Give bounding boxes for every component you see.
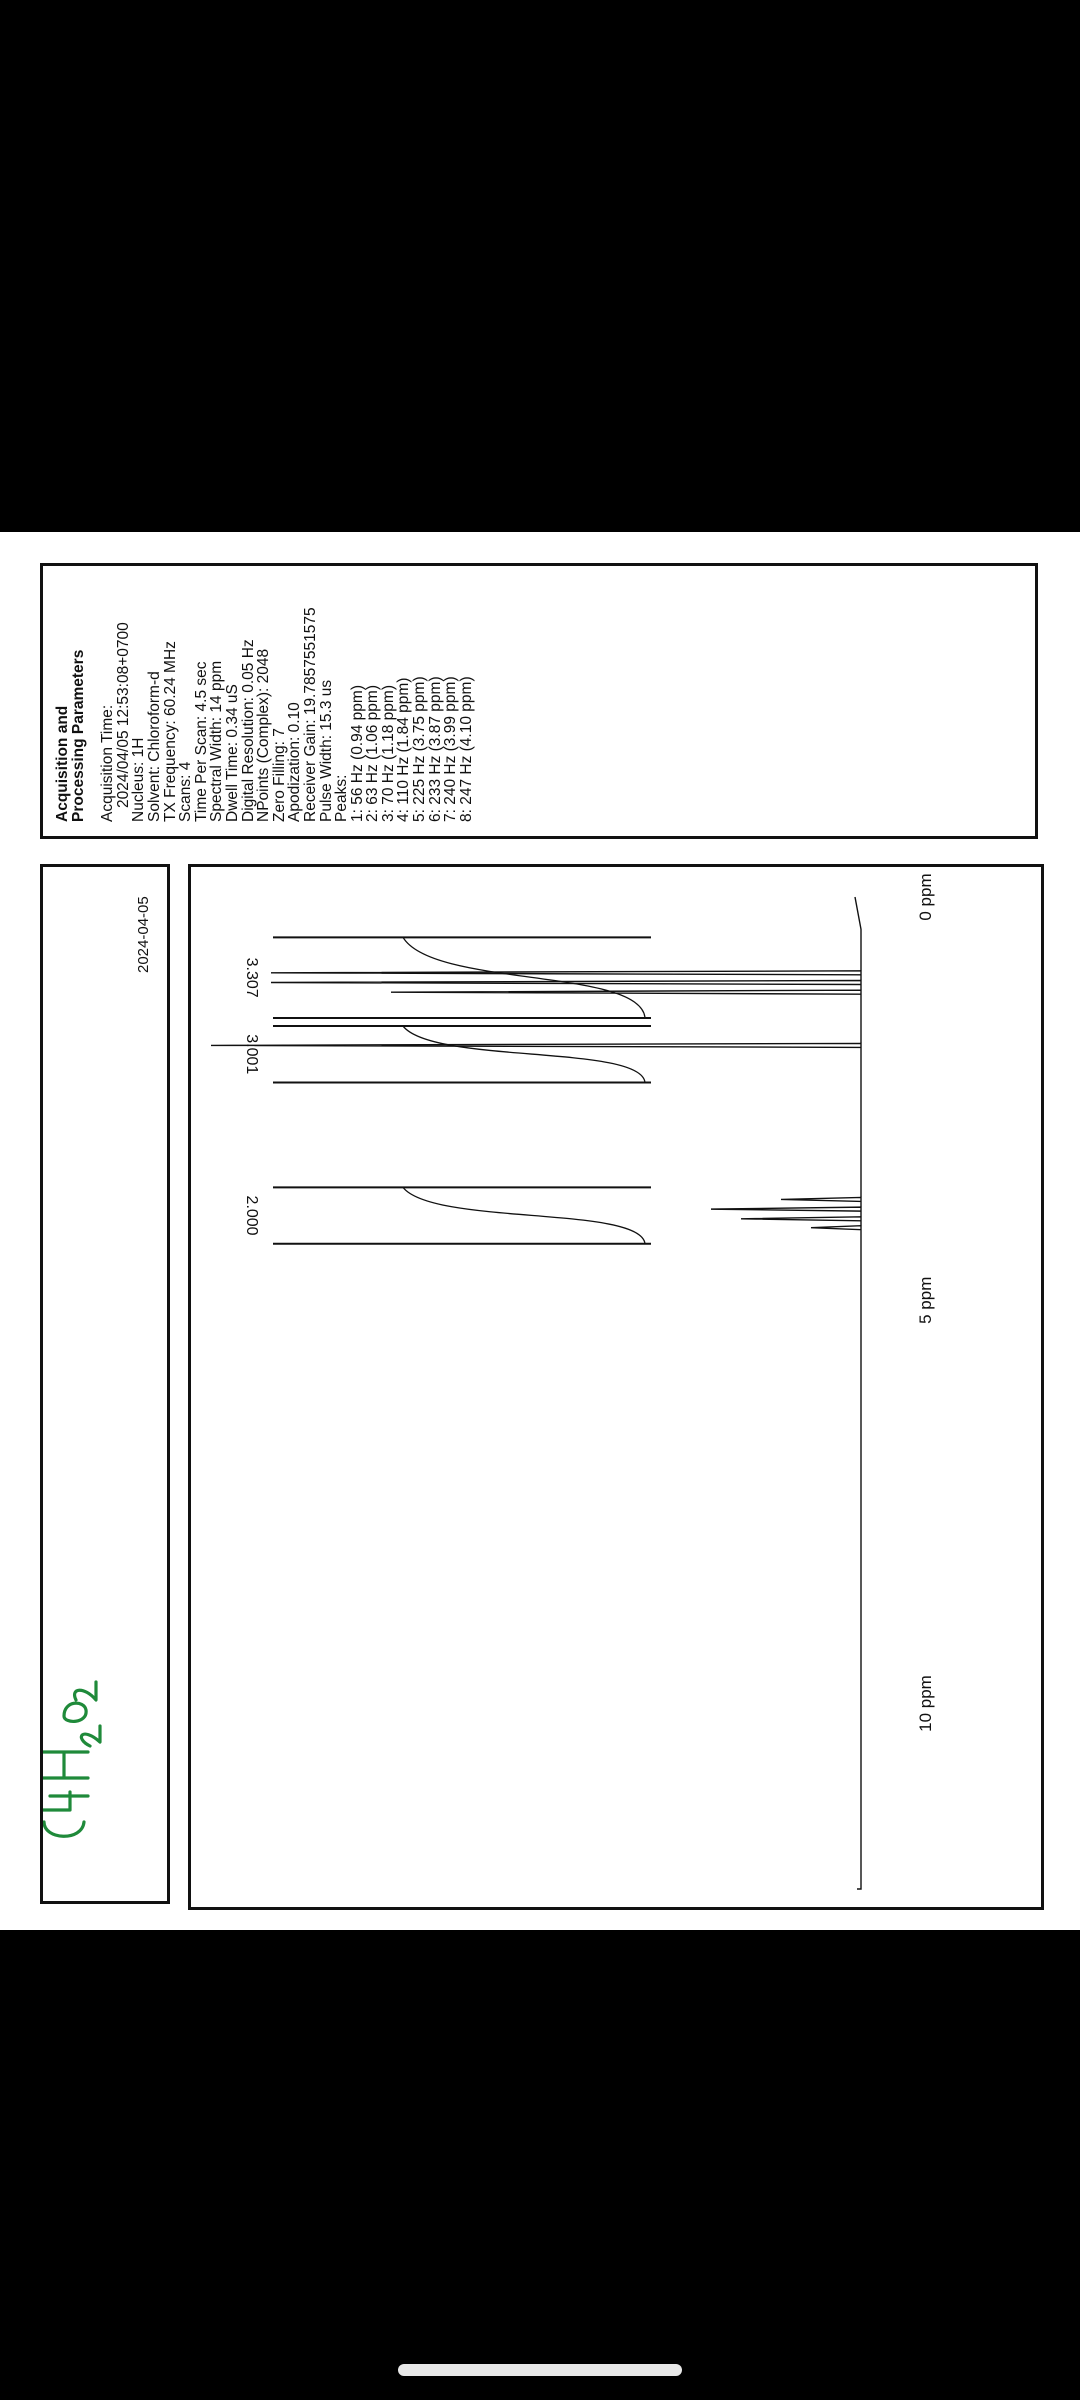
npoints: NPoints (Complex): 2048 bbox=[255, 648, 273, 822]
peaks-label: Peaks: bbox=[333, 774, 351, 822]
x-tick-label: 10 ppm bbox=[916, 1675, 935, 1732]
integral-bracket bbox=[273, 1187, 651, 1243]
nmr-spectrum-chart bbox=[191, 867, 1041, 1907]
date-stamp: 2024-04-05 bbox=[135, 896, 152, 973]
gesture-navigation-bar[interactable] bbox=[398, 2364, 682, 2376]
scans: Scans: 4 bbox=[177, 761, 195, 822]
peak-item: 1: 56 Hz (0.94 ppm) bbox=[348, 685, 366, 822]
peak-item: 8: 247 Hz (4.10 ppm) bbox=[457, 676, 475, 822]
dwell-time: Dwell Time: 0.34 uS bbox=[223, 684, 241, 822]
integral-label: 3.001 bbox=[243, 1034, 260, 1075]
params-heading-2: Processing Parameters bbox=[69, 649, 87, 822]
title-box bbox=[40, 864, 170, 1904]
integral-label: 2.000 bbox=[243, 1195, 260, 1236]
rotated-printout bbox=[0, 532, 1080, 1930]
integral-bracket bbox=[273, 937, 651, 1018]
x-tick-label: 0 ppm bbox=[916, 873, 935, 921]
spectrum-trace bbox=[211, 897, 861, 1889]
peak-item: 2: 63 Hz (1.06 ppm) bbox=[364, 685, 382, 822]
nucleus: Nucleus: 1H bbox=[130, 737, 148, 822]
params-heading-1: Acquisition and bbox=[54, 705, 71, 822]
receiver-gain: Receiver Gain: 19.7857551575 bbox=[301, 607, 319, 822]
peak-item: 6: 233 Hz (3.87 ppm) bbox=[426, 676, 444, 822]
apodization: Apodization: 0.10 bbox=[286, 702, 304, 822]
parameters-box bbox=[40, 563, 1038, 839]
zero-filling: Zero Filling: 7 bbox=[270, 728, 288, 822]
integral-curve bbox=[403, 1187, 645, 1243]
tx-frequency: TX Frequency: 60.24 MHz bbox=[161, 641, 179, 822]
time-per-scan: Time Per Scan: 4.5 sec bbox=[192, 661, 210, 822]
spectral-width: Spectral Width: 14 ppm bbox=[208, 660, 226, 822]
parameters-text bbox=[55, 607, 474, 822]
spectrum-box bbox=[188, 864, 1044, 1910]
acq-time-label: Acquisition Time: bbox=[99, 704, 117, 822]
spectrum-photo bbox=[0, 532, 1080, 1930]
integral-bracket bbox=[273, 1026, 651, 1082]
solvent: Solvent: Chloroform-d bbox=[145, 671, 163, 822]
acq-time-value: 2024/04/05 12:53:08+0700 bbox=[114, 622, 132, 808]
peak-item: 3: 70 Hz (1.18 ppm) bbox=[379, 685, 397, 822]
integral-label: 3.307 bbox=[243, 957, 260, 998]
pulse-width: Pulse Width: 15.3 us bbox=[317, 679, 335, 822]
peak-item: 5: 225 Hz (3.75 ppm) bbox=[411, 676, 429, 822]
integral-curve bbox=[403, 1026, 645, 1082]
digital-resolution: Digital Resolution: 0.05 Hz bbox=[239, 639, 257, 822]
integral-curve bbox=[403, 937, 645, 1018]
peak-item: 7: 240 Hz (3.99 ppm) bbox=[442, 676, 460, 822]
x-tick-label: 5 ppm bbox=[916, 1276, 935, 1324]
peak-item: 4: 110 Hz (1.84 ppm) bbox=[395, 677, 413, 822]
